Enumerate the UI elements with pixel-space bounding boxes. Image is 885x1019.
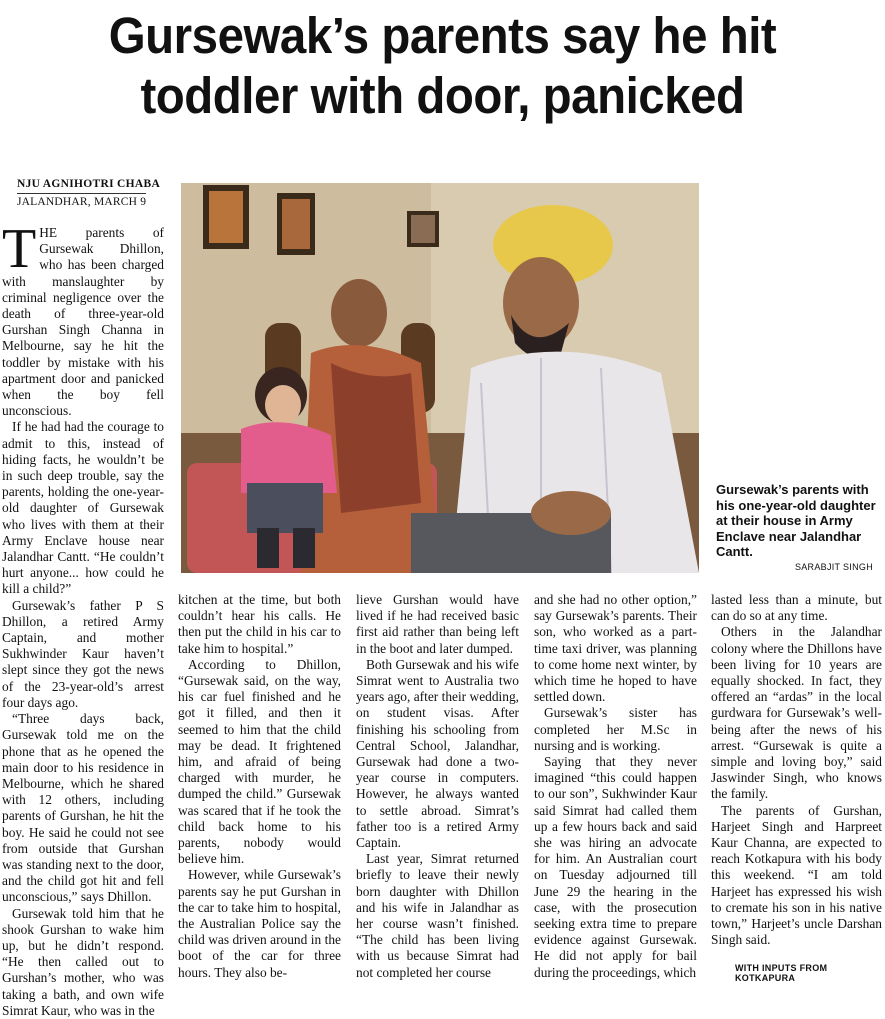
article-paragraph: Saying that they never imagined “this could happen to our son”, Sukhwinder Kaur said Simrat had called them up a few hours back and said she was hiring an advocate for him. An Australian court on Tuesday adjourned till June 29 the hearing in the case, with the prosecution seeking extra time to prepare evidence against Gursewak. He did not apply for bail during the proceedings, which	[534, 754, 697, 980]
article-paragraph: “Three days back, Gursewak told me on the phone that as he opened the main door to his residence in Melbourne, which he shared with 12 others, including parents of Gurshan, he hit the boy. He said he could not see from outside that Gurshan was standing next to the door, and the child got hit and fell unconscious,” says Dhillon.	[2, 711, 164, 905]
headline-line-2: toddler with door, panicked	[140, 67, 745, 124]
article-paragraph: kitchen at the time, but both couldn’t hear his calls. He then put the child in his car to take him to hospital.”	[178, 592, 341, 656]
article-paragraph: According to Dhillon, “Gursewak said, on the way, his car fuel finished and he got it filled, and then it seemed to him that the child may be dead. It frightened him, and afraid of being charged with murder, he dumped the child.” Gursewak was scared that if he took the child back home to his parents, nobody would believe him.	[178, 656, 341, 867]
article-paragraph: and she had no other option,” say Gursewak’s parents. Their son, who worked as a part-time taxi driver, was planning to come home next winter, by which time he hoped to have settled down.	[534, 592, 697, 705]
article-paragraph: Both Gursewak and his wife Simrat went to Australia two years ago, after their wedding, on student visas. After finishing his schooling from Central School, Jalandhar, Gursewak had done a two-year course in computers. However, he always wanted to settle abroad. Simrat’s father too is a retired Army Captain.	[356, 656, 519, 851]
article-paragraph: Gursewak told him that he shook Gurshan to wake him up, but he didn’t respond. “He then called out to Gurshan’s mother, who was taking a bath, and own wife Simrat Kaur, who was in the	[2, 905, 164, 1018]
article-paragraph: Others in the Jalandhar colony where the Dhillons have been living for 10 years are equally shocked. In fact, they offered an “ardas” in the local gurdwara for Gursewak’s well-being after the news of his arrest. “Gursewak is quite a simple and loving boy,” said Jaswinder Singh, who knows the family.	[711, 624, 882, 802]
photo-caption: Gursewak’s parents with his one-year-old daughter at their house in Army Enclave near Jalandhar Cantt.	[716, 482, 876, 559]
article-column-1	[2, 218, 164, 1019]
article-paragraph: The parents of Gurshan, Harjeet Singh and Harpreet Kaur Channa, are expected to reach Kotkapura with his body this weekend. “I am told Harjeet has expressed his wish to cremate his son in his native town,” Harjeet’s uncle Darshan Singh said.	[711, 802, 882, 948]
article-column-4	[534, 592, 697, 981]
drop-cap: T	[2, 218, 37, 280]
family-photo-illustration	[181, 183, 699, 573]
article-column-2	[178, 592, 341, 981]
article-paragraph: If he had had the courage to admit to this, instead of hiding facts, he wouldn’t be in such deep trouble, say the parents, holding the one-year-old daughter of Gursewak who lives with them at their Army Enclave house near Jalandhar Cantt. “He couldn’t hurt anyone... how could he kill a child?”	[2, 419, 164, 597]
article-paragraph: lieve Gurshan would have lived if he had received basic first aid rather than being left in the boot and later dumped.	[356, 592, 519, 656]
inputs-note: WITH INPUTS FROM KOTKAPURA	[735, 963, 828, 983]
article-paragraph: Last year, Simrat returned briefly to leave their newly born daughter with Dhillon and his wife in Jalandhar as her course wasn’t finished. “The child has been living with us because Simrat had not completed her course	[356, 851, 519, 980]
headline	[31, 6, 854, 126]
article-paragraph: lasted less than a minute, but can do so at any time.	[711, 592, 882, 624]
article-paragraph: THE parents of Gursewak Dhillon, who has been charged with manslaughter by criminal negligence over the death of three-year-old Gurshan Singh Channa in Melbourne, say he hit the toddler by mistake with his apartment door and panicked when the boy fell unconscious.	[2, 218, 164, 419]
article-paragraph: However, while Gursewak’s parents say he put Gurshan in the car to take him to hospital, the Australian Police say the child was driven around in the boot of the car for three hours. They also be-	[178, 867, 341, 980]
article-paragraph: Gursewak’s father P S Dhillon, a retired Army Captain, and mother Sukhwinder Kaur haven’t slept since they got the news of the 23-year-old’s arrest four days ago.	[2, 597, 164, 710]
news-photo	[181, 183, 699, 573]
article-paragraph: Gursewak’s sister has completed her M.Sc in nursing and is working.	[534, 705, 697, 753]
article-column-5	[711, 592, 882, 948]
dateline: JALANDHAR, MARCH 9	[17, 193, 146, 208]
photo-credit: SARABJIT SINGH	[794, 562, 873, 572]
article-column-3	[356, 592, 519, 981]
byline: NJU AGNIHOTRI CHABA	[17, 178, 161, 190]
headline-line-1: Gursewak’s parents say he hit	[108, 7, 777, 64]
